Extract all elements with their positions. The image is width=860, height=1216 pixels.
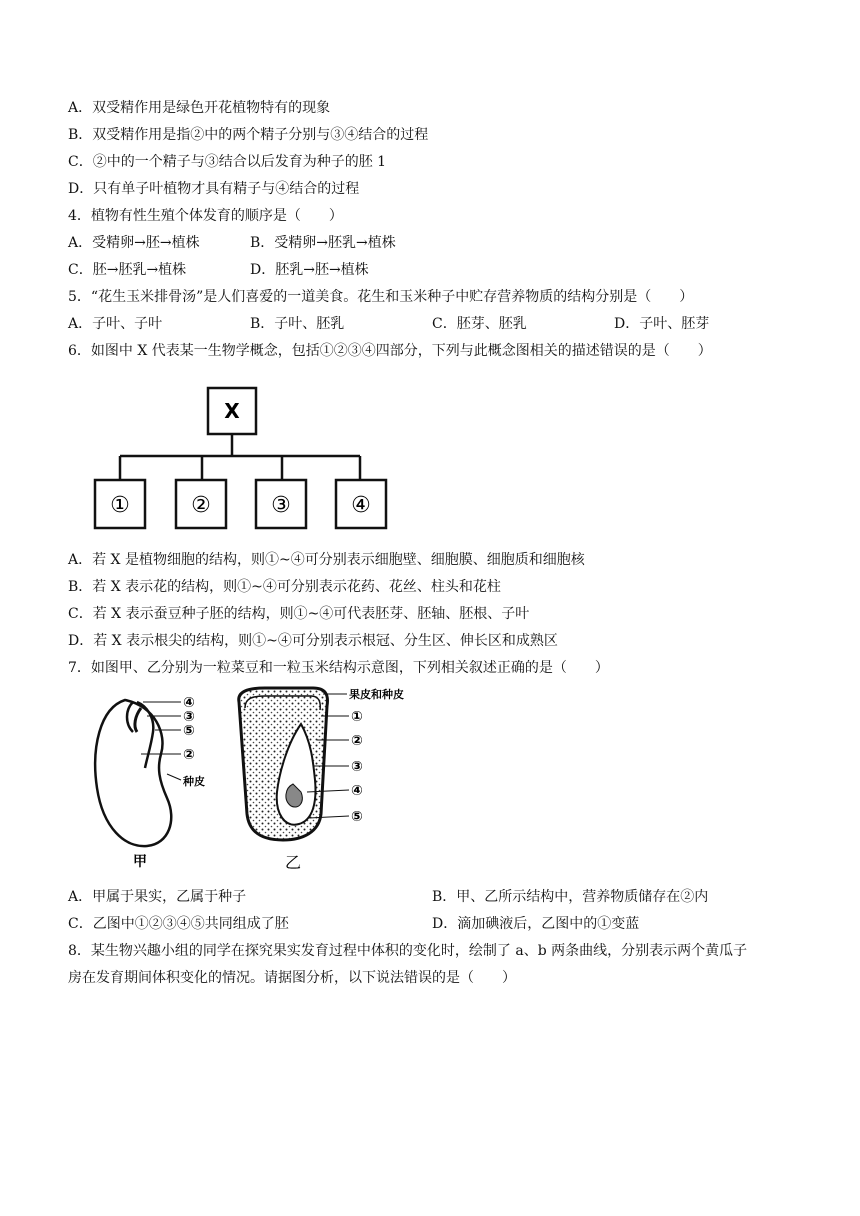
q5-option-d: D．子叶、胚芽 (614, 316, 710, 332)
q4-stem: 4．植物有性生殖个体发育的顺序是（ ） (68, 208, 343, 224)
q8-stem-line1: 8．某生物兴趣小组的同学在探究果实发育过程中体积的变化时，绘制了 a、b 两条曲线，分别表示两个黄瓜子 (68, 943, 748, 959)
corn-label-5: ⑤ (351, 809, 363, 825)
q4-option-d: D．胚乳→胚→植株 (250, 262, 369, 278)
q6-option-b: B．若 X 表示花的结构，则①~④可分别表示花药、花丝、柱头和花柱 (68, 579, 501, 595)
q7-option-a: A．甲属于果实，乙属于种子 (68, 889, 247, 905)
q5-stem: 5．“花生玉米排骨汤”是人们喜爱的一道美食。花生和玉米种子中贮存营养物质的结构分别是（ ） (68, 289, 694, 305)
corn-kernel-figure (225, 684, 425, 874)
q7-option-d: D．滴加碘液后，乙图中的①变蓝 (432, 916, 640, 932)
q6-stem: 6．如图中 X 代表某一生物学概念，包括①②③④四部分，下列与此概念图相关的描述错误的是（ ） (68, 343, 712, 359)
bean-seed-figure (85, 688, 235, 868)
q7-option-c: C．乙图中①②③④⑤共同组成了胚 (68, 916, 289, 932)
q7-stem: 7．如图甲、乙分别为一粒菜豆和一粒玉米结构示意图，下列相关叙述正确的是（ ） (68, 660, 609, 676)
q4-option-b: B．受精卵→胚乳→植株 (250, 235, 396, 251)
q3-option-c: C．②中的一个精子与③结合以后发育为种子的胚 1 (68, 154, 387, 170)
q6-option-d: D．若 X 表示根尖的结构，则①~④可分别表示根冠、分生区、伸长区和成熟区 (68, 633, 558, 649)
diagram-child-3: ③ (271, 493, 291, 518)
q8-stem-line2: 房在发育期间体积变化的情况。请据图分析，以下说法错误的是（ ） (68, 970, 516, 986)
q6-option-c: C．若 X 表示蚕豆种子胚的结构，则①~④可代表胚芽、胚轴、胚根、子叶 (68, 606, 530, 622)
bean-label-5: ⑤ (183, 723, 195, 739)
q5-option-a: A．子叶、子叶 (68, 316, 163, 332)
corn-top-label: 果皮和种皮 (349, 688, 404, 701)
diagram-child-2: ② (191, 493, 211, 518)
corn-label-2: ② (351, 733, 363, 749)
corn-label-3: ③ (351, 759, 363, 775)
q7-option-b: B．甲、乙所示结构中，营养物质储存在②内 (432, 889, 709, 905)
bean-caption: 甲 (133, 854, 147, 868)
corn-label-1: ① (351, 709, 363, 725)
diagram-root-label: X (224, 399, 240, 423)
bean-label-2: ② (183, 747, 195, 763)
q6-option-a: A．若 X 是植物细胞的结构，则①~④可分别表示细胞壁、细胞膜、细胞质和细胞核 (68, 552, 585, 568)
corn-label-4: ④ (351, 783, 363, 799)
corn-caption: 乙 (284, 853, 302, 872)
bean-seedcoat-label: 种皮 (183, 775, 205, 788)
q4-option-a: A．受精卵→胚→植株 (68, 235, 200, 251)
diagram-child-4: ④ (351, 493, 371, 518)
q5-option-b: B．子叶、胚乳 (250, 316, 345, 332)
bean-label-3: ③ (183, 709, 195, 725)
q3-option-d: D．只有单子叶植物才具有精子与④结合的过程 (68, 181, 360, 197)
bean-label-4: ④ (183, 695, 195, 711)
q3-option-a: A．双受精作用是绿色开花植物特有的现象 (68, 100, 331, 116)
q5-option-c: C．胚芽、胚乳 (432, 316, 527, 332)
diagram-child-1: ① (110, 493, 130, 518)
concept-diagram (88, 380, 408, 535)
q3-option-b: B．双受精作用是指②中的两个精子分别与③④结合的过程 (68, 127, 429, 143)
q4-option-c: C．胚→胚乳→植株 (68, 262, 187, 278)
